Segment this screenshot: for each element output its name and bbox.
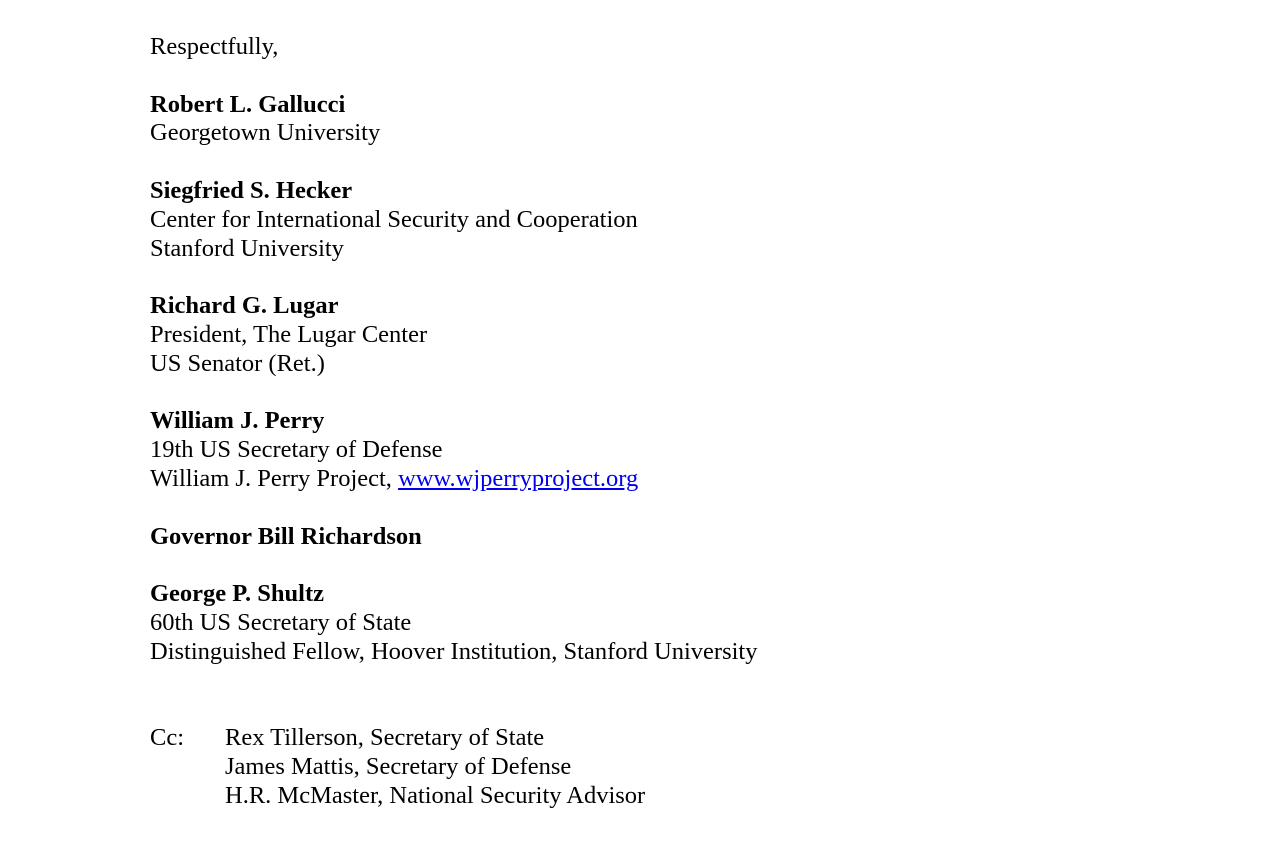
signatory-project-line bbox=[150, 465, 1150, 494]
signatory-affiliation: Georgetown University bbox=[150, 119, 381, 147]
letter-page bbox=[150, 33, 1150, 811]
project-prefix: William J. Perry Project, bbox=[150, 464, 399, 492]
signatory-block bbox=[150, 292, 1150, 378]
spacer bbox=[150, 667, 1150, 696]
signatory-name: William J. Perry bbox=[150, 407, 325, 435]
project-website-link[interactable]: www.wjperryproject.org bbox=[398, 464, 639, 492]
cc-label: Cc: bbox=[150, 724, 185, 752]
signatory-block bbox=[150, 177, 1150, 263]
cc-row bbox=[150, 724, 1150, 753]
signatory-name: Robert L. Gallucci bbox=[150, 90, 346, 118]
cc-recipient: H.R. McMaster, National Security Advisor bbox=[225, 781, 646, 809]
spacer bbox=[150, 379, 1150, 408]
cc-label-spacer bbox=[150, 753, 225, 782]
spacer bbox=[150, 494, 1150, 523]
signatory-name: Governor Bill Richardson bbox=[150, 522, 422, 550]
signatory-affiliation: Stanford University bbox=[150, 234, 344, 262]
signatory-block bbox=[150, 580, 1150, 666]
signatory-affiliation: 60th US Secretary of State bbox=[150, 608, 412, 636]
signatory-name: Richard G. Lugar bbox=[150, 292, 339, 320]
closing-text: Respectfully, bbox=[150, 33, 279, 60]
signatory-block bbox=[150, 523, 1150, 552]
signatory-name: Siegfried S. Hecker bbox=[150, 176, 353, 204]
spacer bbox=[150, 263, 1150, 292]
signatory-affiliation: US Senator (Ret.) bbox=[150, 349, 325, 377]
spacer bbox=[150, 148, 1150, 177]
cc-recipient: Rex Tillerson, Secretary of State bbox=[225, 724, 545, 752]
signatory-block bbox=[150, 407, 1150, 493]
cc-row bbox=[150, 753, 1150, 782]
signatory-affiliation: Distinguished Fellow, Hoover Institution, Stanford University bbox=[150, 637, 758, 665]
cc-block bbox=[150, 724, 1150, 810]
signatory-name: George P. Shultz bbox=[150, 580, 324, 608]
signatory-block bbox=[150, 91, 1150, 149]
cc-label-spacer bbox=[150, 782, 225, 811]
spacer bbox=[150, 62, 1150, 91]
spacer bbox=[150, 551, 1150, 580]
cc-recipient: James Mattis, Secretary of Defense bbox=[225, 752, 572, 780]
cc-row bbox=[150, 782, 1150, 811]
signatory-affiliation: Center for International Security and Cooperation bbox=[150, 205, 638, 233]
signatory-affiliation: President, The Lugar Center bbox=[150, 320, 428, 348]
signatory-affiliation: 19th US Secretary of Defense bbox=[150, 436, 443, 464]
